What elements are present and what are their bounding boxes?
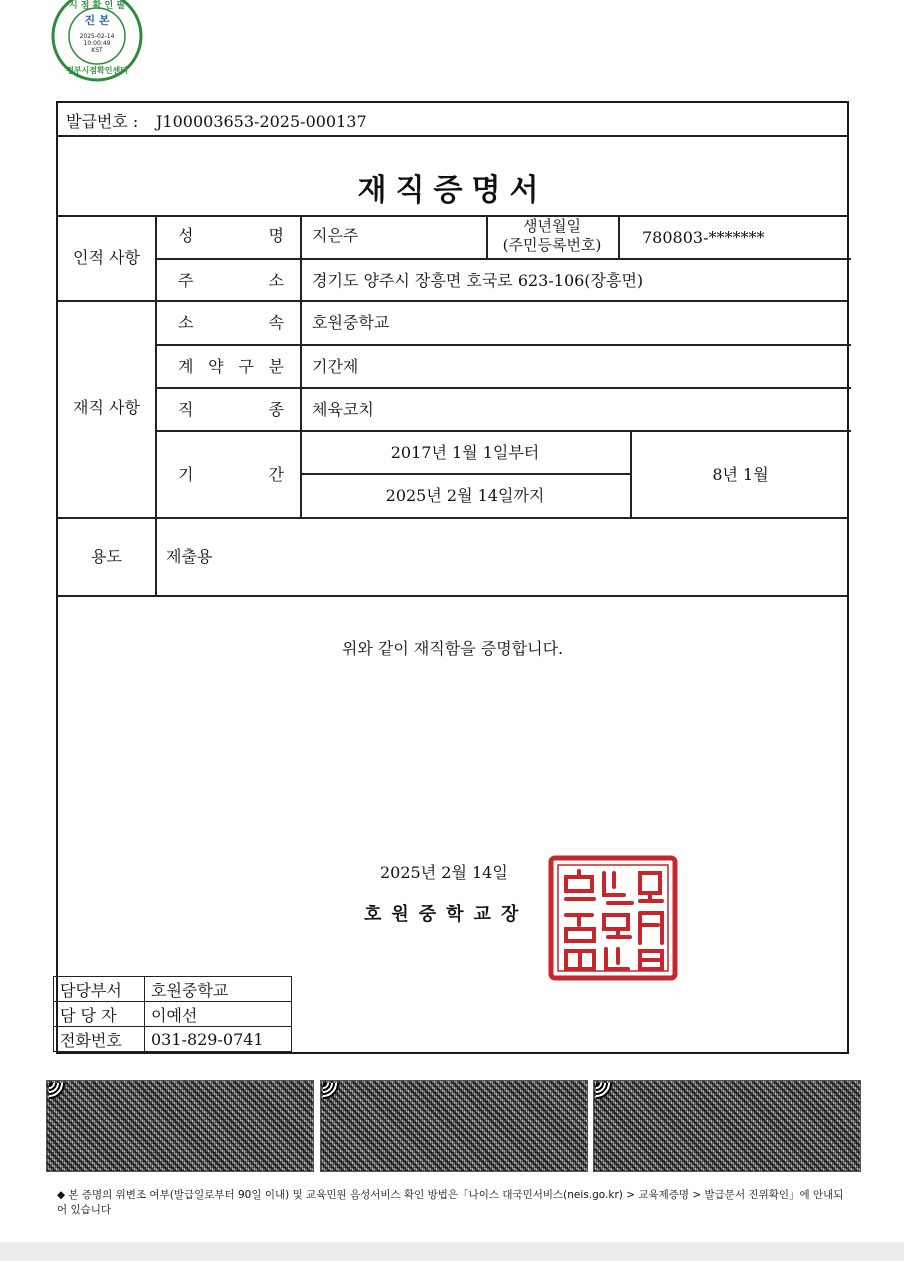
contact-table (53, 976, 292, 1052)
period-label: 기 간 (178, 465, 284, 484)
birth-value: 780803-******* (642, 228, 765, 247)
phone-label: 전화번호 (54, 1027, 145, 1052)
person-value: 이예선 (145, 1002, 292, 1027)
contract-value: 기간제 (312, 357, 359, 376)
name-label: 성 명 (178, 226, 284, 245)
official-seal (548, 855, 678, 981)
document-title: 재직증명서 (357, 173, 548, 208)
stamp-label: 진 본 (84, 14, 110, 27)
verification-barcode-2 (320, 1080, 588, 1172)
birth-label-1: 생년월일 (523, 217, 581, 235)
dept-value: 호원중학교 (145, 977, 292, 1002)
table-row (54, 1002, 292, 1027)
affiliation-value: 호원중학교 (312, 313, 390, 332)
stamp-time: 10:00:49 (83, 40, 111, 47)
address-value: 경기도 양주시 장흥면 호국로 623-106(장흥면) (312, 271, 644, 290)
table-row (54, 977, 292, 1002)
issue-date: 2025년 2월 14일 (380, 863, 508, 882)
stamp-top-text: 시 점 확 인 필 (68, 1, 126, 11)
job-value: 체육코치 (312, 400, 374, 419)
stamp-bottom-text: 정부시점확인센터 (66, 66, 128, 75)
employment-section-label: 재직 사항 (73, 398, 140, 417)
name-value: 지은주 (312, 226, 359, 245)
period-from: 2017년 1월 1일부터 (390, 443, 540, 462)
personal-section-label: 인적 사항 (73, 248, 140, 267)
phone-value: 031-829-0741 (145, 1027, 292, 1052)
purpose-value: 제출용 (166, 547, 213, 566)
contract-label: 계 약 구 분 (178, 357, 284, 376)
person-label: 담 당 자 (54, 1002, 145, 1027)
scan-bottom-edge (0, 1242, 904, 1261)
job-label: 직 종 (178, 400, 284, 419)
purpose-label: 용도 (91, 547, 122, 566)
table-row (54, 1027, 292, 1052)
verification-barcode-1 (46, 1080, 314, 1172)
certificate-frame (56, 101, 849, 1054)
issue-number-label: 발급번호 : (66, 112, 139, 131)
issue-number: J100003653-2025-000137 (156, 112, 367, 131)
verification-barcode-3 (593, 1080, 861, 1172)
verification-stamp (49, 0, 145, 82)
period-duration: 8년 1월 (712, 465, 769, 484)
statement: 위와 같이 재직함을 증명합니다. (341, 639, 564, 658)
birth-label-2: (주민등록번호) (502, 236, 602, 254)
stamp-zone: KST (91, 47, 103, 54)
issuer-name: 호원중학교장 (364, 904, 529, 925)
period-to: 2025년 2월 14일까지 (385, 486, 545, 505)
dept-label: 담당부서 (54, 977, 145, 1002)
address-label: 주 소 (178, 271, 284, 290)
stamp-date: 2025-02-14 (79, 33, 115, 40)
affiliation-label: 소 속 (178, 313, 284, 332)
footnote: ◆ 본 증명의 위변조 여부(발급일로부터 90일 이내) 및 교육민원 음성서비스 확인 방법은「나이스 대국민서비스(neis.go.kr) > 교육제증명 > 발급문서 진위확인」에 안내되어 있습니다 (57, 1189, 844, 1216)
